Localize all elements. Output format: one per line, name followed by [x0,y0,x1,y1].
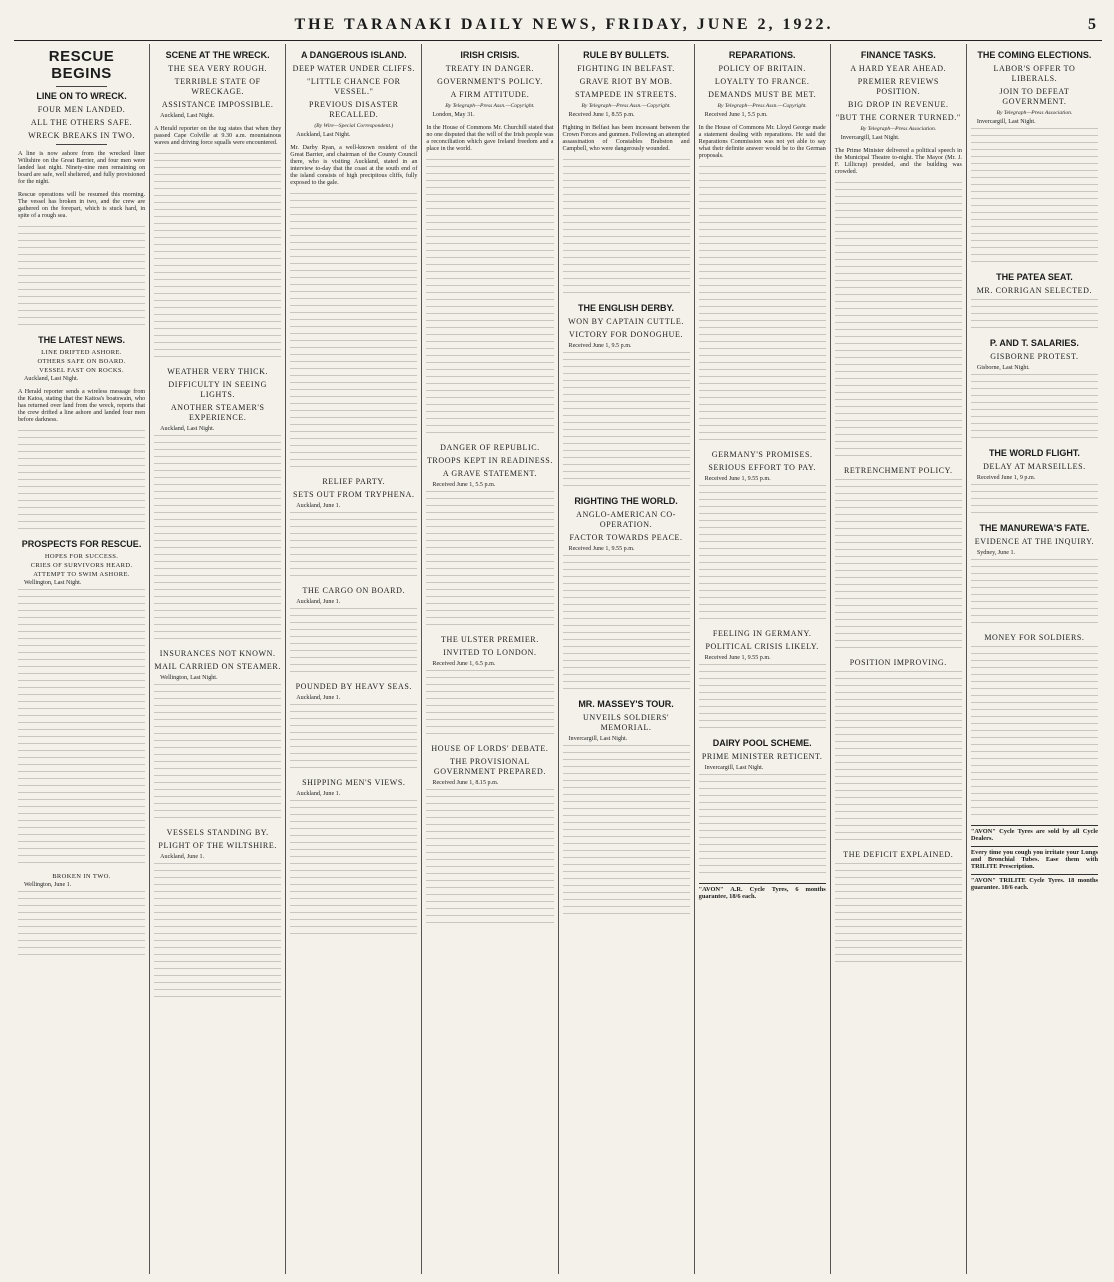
dateline: Auckland, June 1. [160,854,205,861]
article-text-block [426,789,553,929]
dateline: Gisborne, Last Night. [976,365,1030,371]
subheadline: STAMPEDE IN STREETS. [575,90,677,99]
advertisement: "AVON" TRILITE Cycle Tyres. 18 months guarantee. 18/6 each. [971,874,1098,891]
column-rule-by-bullets [559,44,695,1274]
article-text-block [835,863,962,968]
divider [56,86,107,87]
subheadline: LINE DRIFTED ASHORE. [41,349,122,357]
headline: THE COMING ELECTIONS. [977,50,1092,60]
headline: RESCUE BEGINS [48,48,115,82]
column-reparations [695,44,831,1274]
subheadline: GERMANY'S PROMISES. [711,450,813,460]
subheadline: GISBORNE PROTEST. [990,352,1079,361]
dateline: Received June 1, 9.5 p.m. [568,343,632,350]
byline: By Telegraph—Press Association. [996,110,1073,116]
article-paragraph: In the House of Commons Mr. Lloyd George made a statement dealing with reparations. He said the Reparations Commission was not yet able to say what their definite answer would be to the German proposals. [698,125,826,160]
dateline: Received June 1, 5.5 p.m. [432,482,496,489]
subheadline: DIFFICULTY IN SEEING LIGHTS. [168,380,267,400]
subheadline: DEMANDS MUST BE MET. [708,90,817,99]
article-paragraph: Mr. Darby Ryan, a well-known resident of the Great Barrier, and chairman of the County Council there, who is visiting Auckland, stated in an interview to-day that the coast at the south end of the island consists of high precipitous cliffs, fully exposed to the gale. [290,145,418,187]
subheadline: INVITED TO LONDON. [443,648,537,658]
article-text-block [971,374,1098,444]
column-rescue-begins [14,44,150,1274]
masthead [14,14,1102,41]
headline: THE ENGLISH DERBY. [578,303,675,314]
headline: REPARATIONS. [728,50,796,60]
column-coming-elections [967,44,1102,1274]
dateline: Auckland, June 1. [296,695,341,702]
subheadline: WEATHER VERY THICK. [167,367,269,377]
subheadline: ATTEMPT TO SWIM ASHORE. [33,571,130,579]
subheadline: THE SEA VERY ROUGH. [168,64,268,73]
subheadline: PRIME MINISTER RETICENT. [701,752,823,762]
subheadline: BIG DROP IN REVENUE. [848,100,949,109]
article-text-block [290,193,417,473]
article-paragraph: A Herald reporter sends a wireless message from the Katoa, stating that the Kaitoa's boatswain, who has returned over land from the wreck, reports that the crew drifted a line ashore and landed four men before darkness. [18,389,146,424]
page-number: 5 [1088,16,1096,33]
dateline: Wellington, Last Night. [24,580,82,587]
subheadline: PLIGHT OF THE WILTSHIRE. [158,841,277,851]
subheadline: CRIES OF SURVIVORS HEARD. [30,562,133,570]
columns [14,44,1102,1274]
subheadline: RELIEF PARTY. [322,477,386,487]
article-text-block [154,684,281,824]
subheadline: WON BY CAPTAIN CUTTLE. [568,317,684,327]
dateline: Auckland, June 1. [296,791,341,798]
dateline: Received June 1, 8.15 p.m. [432,780,499,787]
dateline: Auckland, Last Night. [24,376,79,383]
subheadline: POUNDED BY HEAVY SEAS. [295,682,413,692]
subheadline: UNVEILS SOLDIERS' MEMORIAL. [583,713,670,733]
dateline: Received June 1, 9.55 p.m. [704,655,771,662]
dateline: Invercargill, Last Night. [976,119,1036,125]
byline: By Telegraph—Press Association. [860,126,937,132]
dateline: Auckland, Last Night. [160,113,215,119]
subheadline: THE CARGO ON BOARD. [302,586,406,596]
subheadline: EVIDENCE AT THE INQUIRY. [974,537,1095,546]
subheadline: LINE ON TO WRECK. [36,91,127,101]
dateline: Received June 1, 9.55 p.m. [704,476,771,483]
dateline: Invercargill, Last Night. [568,736,628,743]
subheadline: A GRAVE STATEMENT. [442,469,537,479]
article-text-block [563,159,690,299]
subheadline: WRECK BREAKS IN TWO. [28,131,136,140]
subheadline: GOVERNMENT'S POLICY. [437,77,543,86]
article-text-block [18,891,145,961]
advertisement: "AVON" Cycle Tyres are sold by all Cycle Dealers. [971,825,1098,842]
dateline: Auckland, Last Night. [296,132,351,138]
subheadline: ALL THE OTHERS SAFE. [30,118,133,127]
headline: IRISH CRISIS. [460,50,520,60]
article-text-block [290,512,417,582]
dateline: Received June 1, 9.55 p.m. [568,546,635,553]
article-text-block [154,153,281,363]
subheadline: ANGLO-AMERICAN CO-OPERATION. [576,510,677,530]
article-text-block [290,608,417,678]
column-finance-tasks [831,44,967,1274]
subheadline: RETRENCHMENT POLICY. [844,466,953,476]
subheadline: POLITICAL CRISIS LIKELY. [705,642,819,652]
subheadline: SETS OUT FROM TRYPHENA. [293,490,415,500]
subheadline: A FIRM ATTITUDE. [450,90,530,99]
subheadline: VESSEL FAST ON ROCKS. [39,367,124,375]
headline: A DANGEROUS ISLAND. [300,50,407,60]
subheadline: GRAVE RIOT BY MOB. [579,77,673,86]
article-text-block [971,484,1098,519]
subheadline: TERRIBLE STATE OF WRECKAGE. [174,77,261,96]
subheadline: "LITTLE CHANCE FOR VESSEL." [307,77,401,96]
subheadline: HOUSE OF LORDS' DEBATE. [431,744,549,754]
article-text-block [971,128,1098,268]
headline: P. AND T. SALARIES. [989,338,1079,348]
subheadline: BROKEN IN TWO. [52,873,111,881]
subheadline: FEELING IN GERMANY. [712,629,812,639]
subheadline: MR. CORRIGAN SELECTED. [976,286,1093,295]
subheadline: LABOR'S OFFER TO LIBERALS. [993,64,1076,83]
subheadline: POLICY OF BRITAIN. [718,64,806,73]
dateline: Received June 1, 5.5 p.m. [704,112,768,118]
dateline: Auckland, June 1. [296,503,341,510]
subheadline: A HARD YEAR AHEAD. [850,64,947,73]
article-paragraph: The Prime Minister delivered a political speech in the Municipal Theatre to-night. The Mayor (Mr. J. F. Lillicrap) presided, and the building was crowded. [834,148,962,176]
advertisement: "AVON" A.R. Cycle Tyres, 6 months guarantee, 18/6 each. [699,883,826,900]
subheadline: ASSISTANCE IMPOSSIBLE. [161,100,274,109]
subheadline: VICTORY FOR DONOGHUE. [568,330,684,340]
dateline: London, May 31. [432,112,475,118]
article-text-block [290,704,417,774]
column-scene-at-wreck [150,44,286,1274]
headline: SCENE AT THE WRECK. [165,50,270,60]
article-text-block [835,671,962,846]
headline: THE WORLD FLIGHT. [988,448,1080,458]
subheadline: THE ULSTER PREMIER. [441,635,539,645]
subheadline: ANOTHER STEAMER'S EXPERIENCE. [170,403,265,423]
byline: By Telegraph—Press Assn.—Copyright. [445,103,535,109]
dateline: Received June 1, 6.5 p.m. [432,661,496,668]
article-text-block [971,299,1098,334]
dateline: Auckland, Last Night. [160,426,215,433]
article-paragraph: Rescue operations will be resumed this morning. The vessel has broken in two, and the crew are gathered on the forepart, which is stuck hard, in spite of a rough sea. [18,192,146,220]
article-text-block [699,485,826,625]
advertisement: Every time you cough you irritate your Lungs and Bronchial Tubes. Ease them with TRILITE Prescription. [971,846,1098,870]
headline: RIGHTING THE WORLD. [574,496,678,507]
dateline: Invercargill, Last Night. [840,135,900,141]
byline: (By Wire—Special Correspondent.) [314,123,394,129]
headline: THE MANUREWA'S FATE. [979,523,1090,533]
article-paragraph: A line is now ashore from the wrecked liner Wiltshire on the Great Barrier, and four men were landed last night. Ninety-nine men remaining on board are safe, well sheltered, and fully provisioned for the night. [18,151,146,186]
subheadline: INSURANCES NOT KNOWN. [159,649,276,659]
subheadline: POSITION IMPROVING. [849,658,947,668]
dateline: Wellington, June 1. [24,882,72,889]
article-text-block [154,863,281,1003]
headline: MR. MASSEY'S TOUR. [578,699,674,710]
subheadline: TROOPS KEPT IN READINESS. [426,456,553,466]
subheadline: THE PROVISIONAL GOVERNMENT PREPARED. [433,757,546,777]
article-text-block [971,559,1098,629]
subheadline: FIGHTING IN BELFAST. [577,64,675,73]
subheadline: SHIPPING MEN'S VIEWS. [302,778,406,788]
subheadline: THE LATEST NEWS. [38,335,125,346]
subheadline: JOIN TO DEFEAT GOVERNMENT. [999,87,1070,106]
subheadline: OTHERS SAFE ON BOARD. [37,358,126,366]
article-text-block [426,670,553,740]
subheadline: MAIL CARRIED ON STEAMER. [154,662,281,672]
byline: By Telegraph—Press Assn.—Copyright. [581,103,671,109]
byline: By Telegraph—Press Assn.—Copyright. [717,103,807,109]
article-paragraph: A Herald reporter on the tug states that when they passed Cape Colville at 9.30 a.m. mountainous waves and driving force squalls were encountered. [154,126,282,147]
subheadline: PREMIER REVIEWS POSITION. [857,77,939,96]
article-paragraph: Fighting in Belfast has been incessant between the Crown Forces and gunmen. Following an attempted assassination of Constables Brabston and Campbell, who were dangerously wounded. [562,125,690,153]
article-text-block [699,664,826,734]
subheadline: FACTOR TOWARDS PEACE. [569,533,683,543]
article-text-block [971,646,1098,821]
subheadline: PROSPECTS FOR RESCUE. [21,539,142,550]
subheadline: DEEP WATER UNDER CLIFFS. [292,64,416,73]
subheadline: VESSELS STANDING BY. [166,828,269,838]
masthead-title: THE TARANAKI DAILY NEWS, FRIDAY, JUNE 2, 1922. [294,16,834,33]
column-irish-crisis [422,44,558,1274]
article-text-block [699,774,826,879]
dateline: Auckland, June 1. [296,599,341,606]
subheadline: MONEY FOR SOLDIERS. [984,633,1085,642]
headline: RULE BY BULLETS. [583,50,669,60]
article-text-block [154,435,281,645]
article-text-block [18,589,145,869]
headline: DAIRY POOL SCHEME. [712,738,812,749]
column-dangerous-island [286,44,422,1274]
subheadline: PREVIOUS DISASTER RECALLED. [309,100,399,119]
subheadline: FOUR MEN LANDED. [37,105,126,114]
subheadline: THE DEFICIT EXPLAINED. [843,850,954,860]
subheadline: SERIOUS EFFORT TO PAY. [708,463,816,473]
article-paragraph: In the House of Commons Mr. Churchill stated that no one disputed that the will of the Irish people was a reconciliation which gave Ireland freedom and a place in the world. [426,125,554,153]
dateline: Received June 1, 8.55 p.m. [568,112,635,118]
dateline: Received June 1, 9 p.m. [976,475,1036,481]
subheadline: DANGER OF REPUBLIC. [440,443,540,453]
dateline: Wellington, Last Night. [160,675,218,682]
dateline: Sydney, June 1. [976,550,1016,556]
article-text-block [426,491,553,631]
subheadline: LOYALTY TO FRANCE. [714,77,810,86]
article-text-block [18,430,145,535]
subheadline: DELAY AT MARSEILLES. [983,462,1086,471]
subheadline: "BUT THE CORNER TURNED." [835,113,961,122]
article-text-block [699,166,826,446]
subheadline: TREATY IN DANGER. [445,64,535,73]
divider [56,144,107,145]
article-text-block [563,745,690,920]
article-text-block [290,800,417,940]
dateline: Invercargill, Last Night. [704,765,764,772]
article-text-block [563,352,690,492]
headline: THE PATEA SEAT. [996,272,1073,282]
article-text-block [563,555,690,695]
article-text-block [18,226,145,331]
article-text-block [426,159,553,439]
article-text-block [835,182,962,462]
article-text-block [835,479,962,654]
subheadline: HOPES FOR SUCCESS. [44,553,119,561]
headline: FINANCE TASKS. [860,50,936,60]
